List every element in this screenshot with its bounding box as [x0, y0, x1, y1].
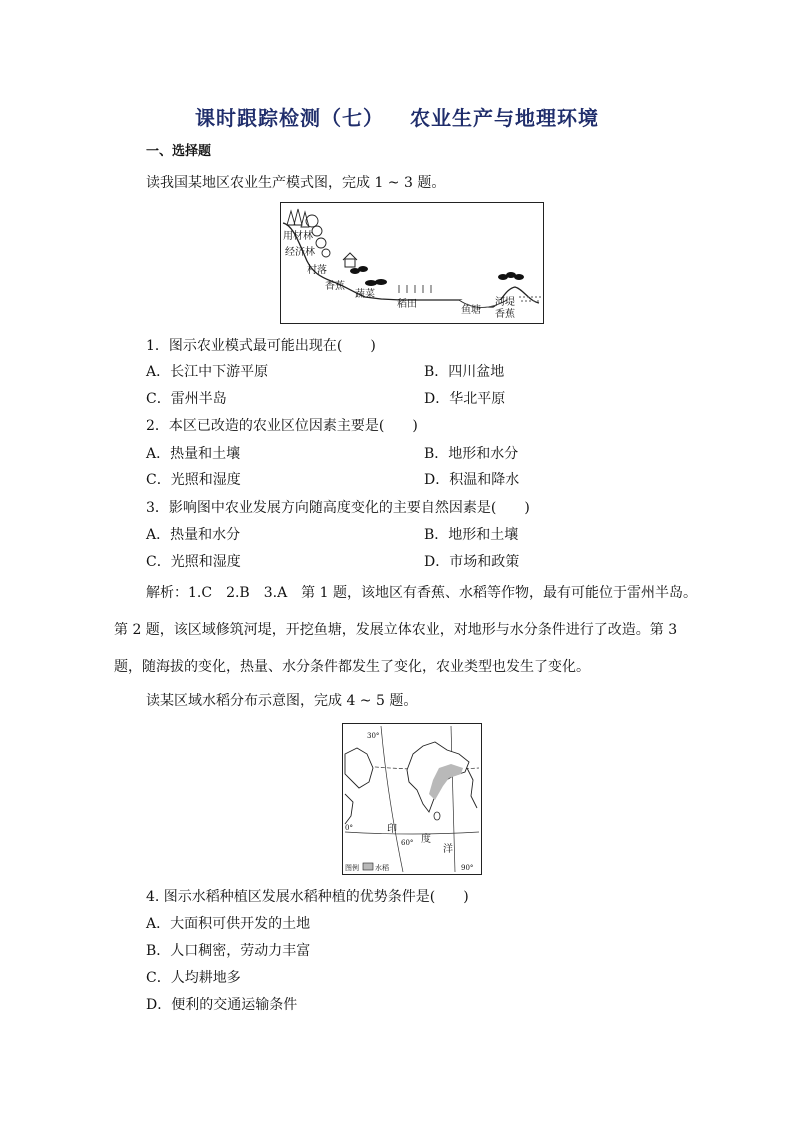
- title-sub: 农业生产与地理环境: [410, 106, 599, 130]
- label-dike: 河堤: [495, 297, 515, 308]
- legend-rice-label: 水稻: [375, 864, 389, 872]
- question-3-option-b[interactable]: B．地形和土壤: [424, 527, 519, 543]
- label-banana: 香蕉: [325, 281, 345, 292]
- question-2-option-c[interactable]: C．光照和湿度: [146, 472, 241, 488]
- rice-distribution-map: [342, 723, 482, 875]
- label-dike-banana: 香蕉: [495, 309, 515, 320]
- question-1-option-d[interactable]: D．华北平原: [424, 391, 506, 407]
- label-fish-pond: 鱼塘: [461, 305, 481, 316]
- title-main: 课时跟踪检测（七）: [195, 106, 384, 130]
- ocean-label-1: 印: [387, 824, 397, 835]
- analysis-line-3: 题，随海拔的变化，热量、水分条件都发生了变化，农业类型也发生了变化。: [114, 659, 590, 675]
- question-3-option-c[interactable]: C．光照和湿度: [146, 554, 241, 570]
- label-economic-forest: 经济林: [285, 247, 315, 258]
- intro-1: 读我国某地区农业生产模式图，完成 1 ~ 3 题。: [146, 175, 446, 191]
- lon-60-label: 60°: [401, 839, 414, 847]
- ocean-label-2: 度: [421, 834, 431, 845]
- question-4-option-b[interactable]: B．人口稠密，劳动力丰富: [146, 943, 311, 959]
- intro-2: 读某区域水稻分布示意图，完成 4 ~ 5 题。: [146, 693, 418, 709]
- legend-title: 图例: [345, 864, 359, 872]
- section-heading: 一、选择题: [146, 144, 212, 159]
- question-4-stem: 4. 图示水稻种植区发展水稻种植的优势条件是( ): [146, 889, 469, 905]
- question-1-option-c[interactable]: C．雷州半岛: [146, 391, 227, 407]
- agriculture-model-figure: [280, 202, 544, 324]
- ocean-label-3: 洋: [443, 844, 453, 855]
- question-2-option-b[interactable]: B．地形和水分: [424, 446, 519, 462]
- label-village: 村落: [307, 265, 327, 276]
- question-4-option-d[interactable]: D．便利的交通运输条件: [146, 997, 298, 1013]
- lat-0-label: 0°: [345, 824, 353, 832]
- question-3-option-a[interactable]: A．热量和水分: [146, 527, 241, 543]
- question-4-option-a[interactable]: A．大面积可供开发的土地: [146, 916, 311, 932]
- map-legend: [345, 863, 389, 872]
- analysis-line-2: 第 2 题，该区域修筑河堤，开挖鱼塘，发展立体农业，对地形与水分条件进行了改造。第 3: [114, 622, 678, 638]
- question-2-option-d[interactable]: D．积温和降水: [424, 472, 520, 488]
- label-vegetables: 蔬菜: [355, 289, 375, 300]
- question-2-stem: 2．本区已改造的农业区位因素主要是( ): [146, 418, 418, 434]
- analysis-line-1: 解析：1.C 2.B 3.A 第 1 题，该地区有香蕉、水稻等作物，最有可能位于雷州半岛。: [146, 585, 697, 601]
- question-1-option-a[interactable]: A．长江中下游平原: [146, 364, 269, 380]
- question-1-stem: 1．图示农业模式最可能出现在( ): [146, 338, 376, 354]
- page-title: [0, 102, 794, 131]
- lon-90-label: 90°: [461, 864, 474, 872]
- lat-30-label: 30°: [367, 732, 380, 740]
- label-timber-forest: 用材林: [283, 231, 313, 242]
- question-1-option-b[interactable]: B．四川盆地: [424, 364, 505, 380]
- label-rice-field: 稻田: [397, 299, 417, 310]
- question-2-option-a[interactable]: A．热量和土壤: [146, 446, 241, 462]
- legend-swatch: [363, 863, 373, 870]
- question-3-option-d[interactable]: D．市场和政策: [424, 554, 520, 570]
- question-4-option-c[interactable]: C．人均耕地多: [146, 970, 241, 986]
- question-3-stem: 3．影响图中农业发展方向随高度变化的主要自然因素是( ): [146, 500, 530, 516]
